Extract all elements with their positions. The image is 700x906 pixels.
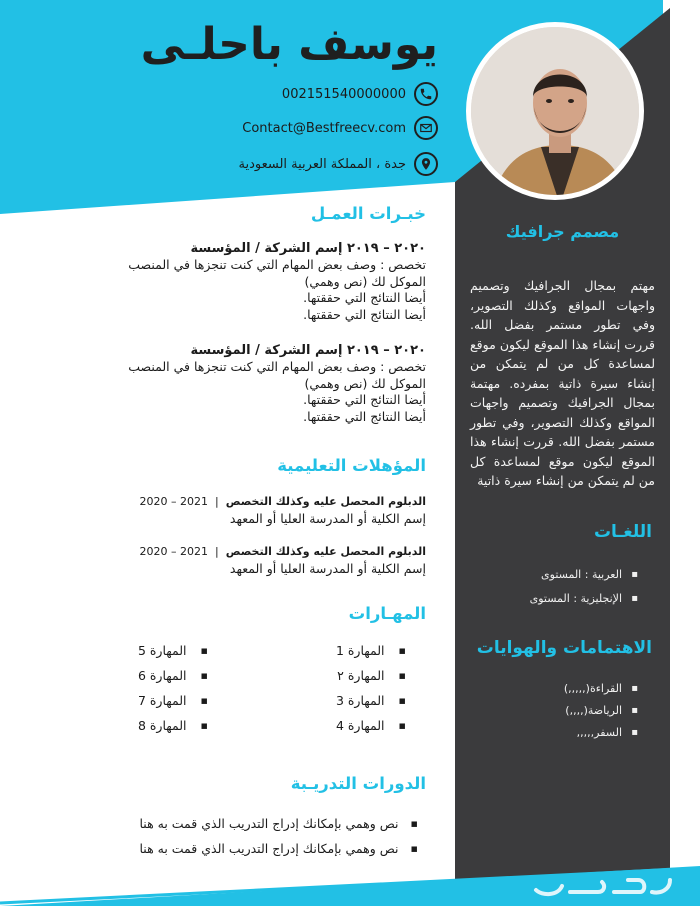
- courses-heading: الدورات التدريـبة: [290, 774, 426, 793]
- experience-line: تخصص : وصف بعض المهام التي كنت تنجزها في المنصب: [128, 257, 426, 272]
- degree-text: الدبلوم المحصل عليه وكذلك التخصص: [225, 495, 426, 508]
- skill-label: المهارة 6: [137, 668, 187, 683]
- experience-line: تخصص : وصف بعض المهام التي كنت تنجزها في المنصب: [128, 359, 426, 374]
- full-name: يوسف باحلـى: [140, 19, 438, 70]
- school-text: إسم الكلية أو المدرسة العليا أو المعهد: [229, 511, 426, 526]
- experience-line: أيضا النتائج التي حققتها.: [303, 392, 426, 407]
- experience-line: أيضا النتائج التي حققتها.: [303, 306, 426, 322]
- email-text: Contact@Bestfreecv.com: [242, 120, 406, 136]
- education-years: 2020 – 2021: [139, 545, 208, 558]
- phone-icon: [414, 82, 438, 106]
- language-item: ▪ العربية : المستوى: [530, 563, 638, 587]
- skill-label: المهارة ٢: [337, 668, 385, 683]
- school-text: إسم الكلية أو المدرسة العليا أو المعهد: [229, 561, 426, 576]
- skill-item: ▪ المهارة 3: [335, 693, 406, 708]
- skill-item: ▪ المهارة 8: [137, 718, 208, 733]
- course-text: نص وهمي بإمكانك إدراج التدريب الذي قمت به هنا: [139, 841, 399, 856]
- course-text: نص وهمي بإمكانك إدراج التدريب الذي قمت به هنا: [139, 816, 399, 831]
- interest-item: ▪ الرياضة(,,,,): [564, 700, 638, 722]
- education-item: الدبلوم المحصل عليه وكذلك التخصص | 2020 – 2021 إسم الكلية أو المدرسة العليا أو المعهد: [96, 494, 426, 527]
- experience-heading: خبـرات العمـل: [310, 204, 426, 223]
- location-text: جدة ، المملكة العربية السعودية: [238, 156, 406, 172]
- job-title: مصمم جرافيك: [505, 222, 620, 241]
- skill-label: المهارة 1: [335, 643, 385, 658]
- experience-line: الموكل لك (نص وهمي): [304, 273, 426, 289]
- skill-label: المهارة 3: [335, 693, 385, 708]
- education-years: 2020 – 2021: [139, 495, 208, 508]
- experience-line: أيضا النتائج التي حققتها.: [303, 408, 426, 424]
- about-text: مهتم بمجال الجرافيك وتصميم واجهات المواقع وكذلك التصوير، وفي تطور مستمر بفضل الله. قررت إنشاء هذا الموقع ليكون موقع لمساعدة كل من لم يتمكن من إنشاء سيرة ذاتية بمفرده. مهتمة بمجال الجرافيك وتصميم واجهات المواقع وكذلك التصوير، وفي تطور مستمر بفضل الله. قررت إنشاء هذا الموقع ليكون موقع لمساعدة كل من لم يتمكن من إنشاء سيرة ذاتية: [470, 278, 655, 488]
- envelope-icon: [414, 116, 438, 140]
- languages-heading: اللغـات: [593, 522, 652, 542]
- skill-label: المهارة 4: [335, 718, 385, 733]
- skill-item: ▪ المهارة 7: [137, 693, 208, 708]
- email-row: [242, 116, 438, 140]
- phone-text: 002151540000000: [281, 86, 406, 102]
- interest-item: ▪ القراءة(,,,,,): [564, 678, 638, 700]
- course-item: ▪ نص وهمي بإمكانك إدراج التدريب الذي قمت به هنا: [139, 816, 418, 831]
- haraj-logo-icon: [528, 868, 678, 900]
- skill-item: ▪ المهارة ٢: [337, 668, 406, 683]
- profile-photo: [466, 22, 644, 200]
- skill-item: ▪ المهارة 4: [335, 718, 406, 733]
- experience-heading-line: ٢٠٢٠ – ٢٠١٩ إسم الشركة / المؤسسة: [190, 241, 426, 256]
- experience-line: أيضا النتائج التي حققتها.: [303, 290, 426, 305]
- location-row: [238, 152, 438, 176]
- experience-heading-line: ٢٠٢٠ – ٢٠١٩ إسم الشركة / المؤسسة: [190, 343, 426, 358]
- language-item: ▪ الإنجليزية : المستوى: [530, 587, 638, 611]
- skill-item: ▪ المهارة 6: [137, 668, 208, 683]
- experience-item: [36, 240, 426, 323]
- education-item: الدبلوم المحصل عليه وكذلك التخصص | 2020 – 2021 إسم الكلية أو المدرسة العليا أو المعهد: [96, 544, 426, 577]
- interests-heading: الاهتمامات والهوايات: [476, 638, 652, 658]
- skill-label: المهارة 8: [137, 718, 187, 733]
- languages-list: [530, 563, 638, 611]
- skill-label: المهارة 5: [137, 643, 187, 658]
- interest-item: ▪ السفر,,,,,: [564, 722, 638, 744]
- degree-text: الدبلوم المحصل عليه وكذلك التخصص: [225, 545, 426, 558]
- skill-item: ▪ المهارة 1: [335, 643, 406, 658]
- skills-heading: المهـارات: [348, 604, 426, 623]
- phone-row: [282, 82, 438, 106]
- interests-list: [564, 678, 638, 744]
- location-pin-icon: [414, 152, 438, 176]
- skill-label: المهارة 7: [137, 693, 187, 708]
- experience-line: الموكل لك (نص وهمي): [304, 375, 426, 391]
- course-item: ▪ نص وهمي بإمكانك إدراج التدريب الذي قمت به هنا: [139, 841, 418, 856]
- education-heading: المؤهلات التعليمية: [277, 456, 426, 475]
- experience-item: [36, 342, 426, 425]
- skill-item: ▪ المهارة 5: [137, 643, 208, 658]
